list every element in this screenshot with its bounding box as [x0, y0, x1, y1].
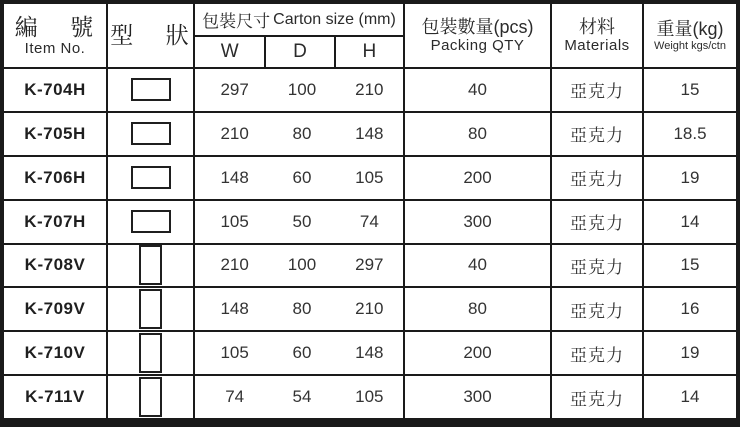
- weight-cell: 18.5: [642, 111, 736, 155]
- shape-cell: [106, 330, 193, 374]
- packing-qty-cell: 80: [403, 286, 550, 330]
- carton-d-value: 100: [287, 255, 317, 275]
- carton-w-value: 297: [220, 79, 249, 99]
- item-no-cell: K-705H: [4, 111, 106, 155]
- packing-qty-cell: 40: [403, 67, 550, 111]
- header-carton-size: [193, 4, 403, 67]
- carton-h-value: 148: [355, 343, 384, 363]
- carton-w-value: 210: [220, 255, 249, 275]
- carton-h-value: 148: [355, 123, 384, 143]
- weight-cell: 15: [642, 67, 736, 111]
- packing-qty-cell: 300: [403, 199, 550, 243]
- weight-cell: 14: [642, 199, 736, 243]
- weight-cell: 16: [642, 286, 736, 330]
- carton-w-value: 74: [225, 387, 245, 407]
- packing-qty-cell: 80: [403, 111, 550, 155]
- item-no-cell: K-710V: [4, 330, 106, 374]
- carton-w-value: 105: [220, 211, 249, 231]
- header-materials-en: Materials: [564, 37, 630, 55]
- carton-w-value: 105: [220, 343, 249, 363]
- header-weight-zh: 重量(kg): [656, 18, 724, 39]
- material-cell: 亞克力: [550, 286, 642, 330]
- material-cell: 亞克力: [550, 67, 642, 111]
- carton-size-cell: [193, 243, 403, 287]
- carton-d-value: 60: [292, 167, 312, 187]
- shape-cell: [106, 374, 193, 418]
- vertical-rect-icon: [139, 333, 162, 373]
- header-carton-zh: 包裝尺寸: [202, 12, 271, 31]
- weight-cell: 14: [642, 374, 736, 418]
- carton-size-cell: [193, 111, 403, 155]
- shape-cell: [106, 243, 193, 287]
- header-col-w: W: [220, 41, 239, 62]
- packing-qty-cell: 200: [403, 330, 550, 374]
- carton-size-cell: [193, 330, 403, 374]
- packing-qty-cell: 300: [403, 374, 550, 418]
- carton-d-value: 50: [292, 211, 312, 231]
- item-no-cell: K-711V: [4, 374, 106, 418]
- item-no-cell: K-706H: [4, 155, 106, 199]
- item-no-cell: K-707H: [4, 199, 106, 243]
- weight-cell: 19: [642, 330, 736, 374]
- header-packing-qty-en: Packing QTY: [430, 37, 525, 55]
- carton-size-cell: [193, 155, 403, 199]
- carton-size-cell: [193, 286, 403, 330]
- material-cell: 亞克力: [550, 199, 642, 243]
- carton-size-cell: [193, 67, 403, 111]
- carton-h-value: 105: [355, 167, 384, 187]
- carton-h-value: 210: [355, 79, 384, 99]
- carton-h-value: 297: [355, 255, 384, 275]
- horizontal-rect-icon: [131, 166, 171, 189]
- carton-w-value: 210: [220, 123, 249, 143]
- shape-cell: [106, 155, 193, 199]
- shape-cell: [106, 199, 193, 243]
- item-no-cell: K-708V: [4, 243, 106, 287]
- carton-d-value: 80: [292, 299, 312, 319]
- header-item-no-zh: 編 號: [14, 13, 96, 40]
- vertical-rect-icon: [139, 377, 162, 417]
- material-cell: 亞克力: [550, 330, 642, 374]
- shape-cell: [106, 111, 193, 155]
- header-carton-title: [195, 4, 403, 37]
- vertical-rect-icon: [139, 245, 162, 285]
- carton-size-cell: [193, 199, 403, 243]
- packing-qty-cell: 40: [403, 243, 550, 287]
- item-no-cell: K-704H: [4, 67, 106, 111]
- header-item-no-en: Item No.: [24, 40, 86, 58]
- material-cell: 亞克力: [550, 111, 642, 155]
- item-no-cell: K-709V: [4, 286, 106, 330]
- header-carton-en: Carton size (mm): [273, 10, 396, 28]
- material-cell: 亞克力: [550, 374, 642, 418]
- header-packing-qty: [403, 4, 550, 67]
- horizontal-rect-icon: [131, 122, 171, 145]
- horizontal-rect-icon: [131, 210, 171, 233]
- header-item-no: [4, 4, 106, 67]
- carton-d-value: 54: [292, 387, 312, 407]
- carton-h-value: 210: [355, 299, 384, 319]
- header-weight: [642, 4, 736, 67]
- header-shape: [106, 4, 193, 67]
- carton-size-cell: [193, 374, 403, 418]
- material-cell: 亞克力: [550, 243, 642, 287]
- horizontal-rect-icon: [131, 78, 171, 101]
- packing-qty-cell: 200: [403, 155, 550, 199]
- carton-d-value: 60: [292, 343, 312, 363]
- carton-d-value: 100: [287, 79, 317, 99]
- header-weight-en: Weight kgs/ctn: [654, 39, 726, 52]
- header-col-d: D: [264, 37, 333, 67]
- carton-h-value: 74: [359, 211, 379, 231]
- vertical-rect-icon: [139, 289, 162, 329]
- shape-cell: [106, 286, 193, 330]
- header-col-h: H: [334, 37, 403, 67]
- weight-cell: 19: [642, 155, 736, 199]
- header-carton-subcolumns: [195, 37, 403, 67]
- header-packing-qty-zh: 包裝數量(pcs): [421, 16, 534, 37]
- shape-cell: [106, 67, 193, 111]
- carton-w-value: 148: [220, 299, 249, 319]
- material-cell: 亞克力: [550, 155, 642, 199]
- header-materials: [550, 4, 642, 67]
- header-shape-zh: 型 狀: [110, 22, 191, 49]
- carton-h-value: 105: [355, 387, 384, 407]
- header-materials-zh: 材料: [579, 16, 615, 37]
- carton-d-value: 80: [292, 123, 312, 143]
- weight-cell: 15: [642, 243, 736, 287]
- carton-w-value: 148: [220, 167, 249, 187]
